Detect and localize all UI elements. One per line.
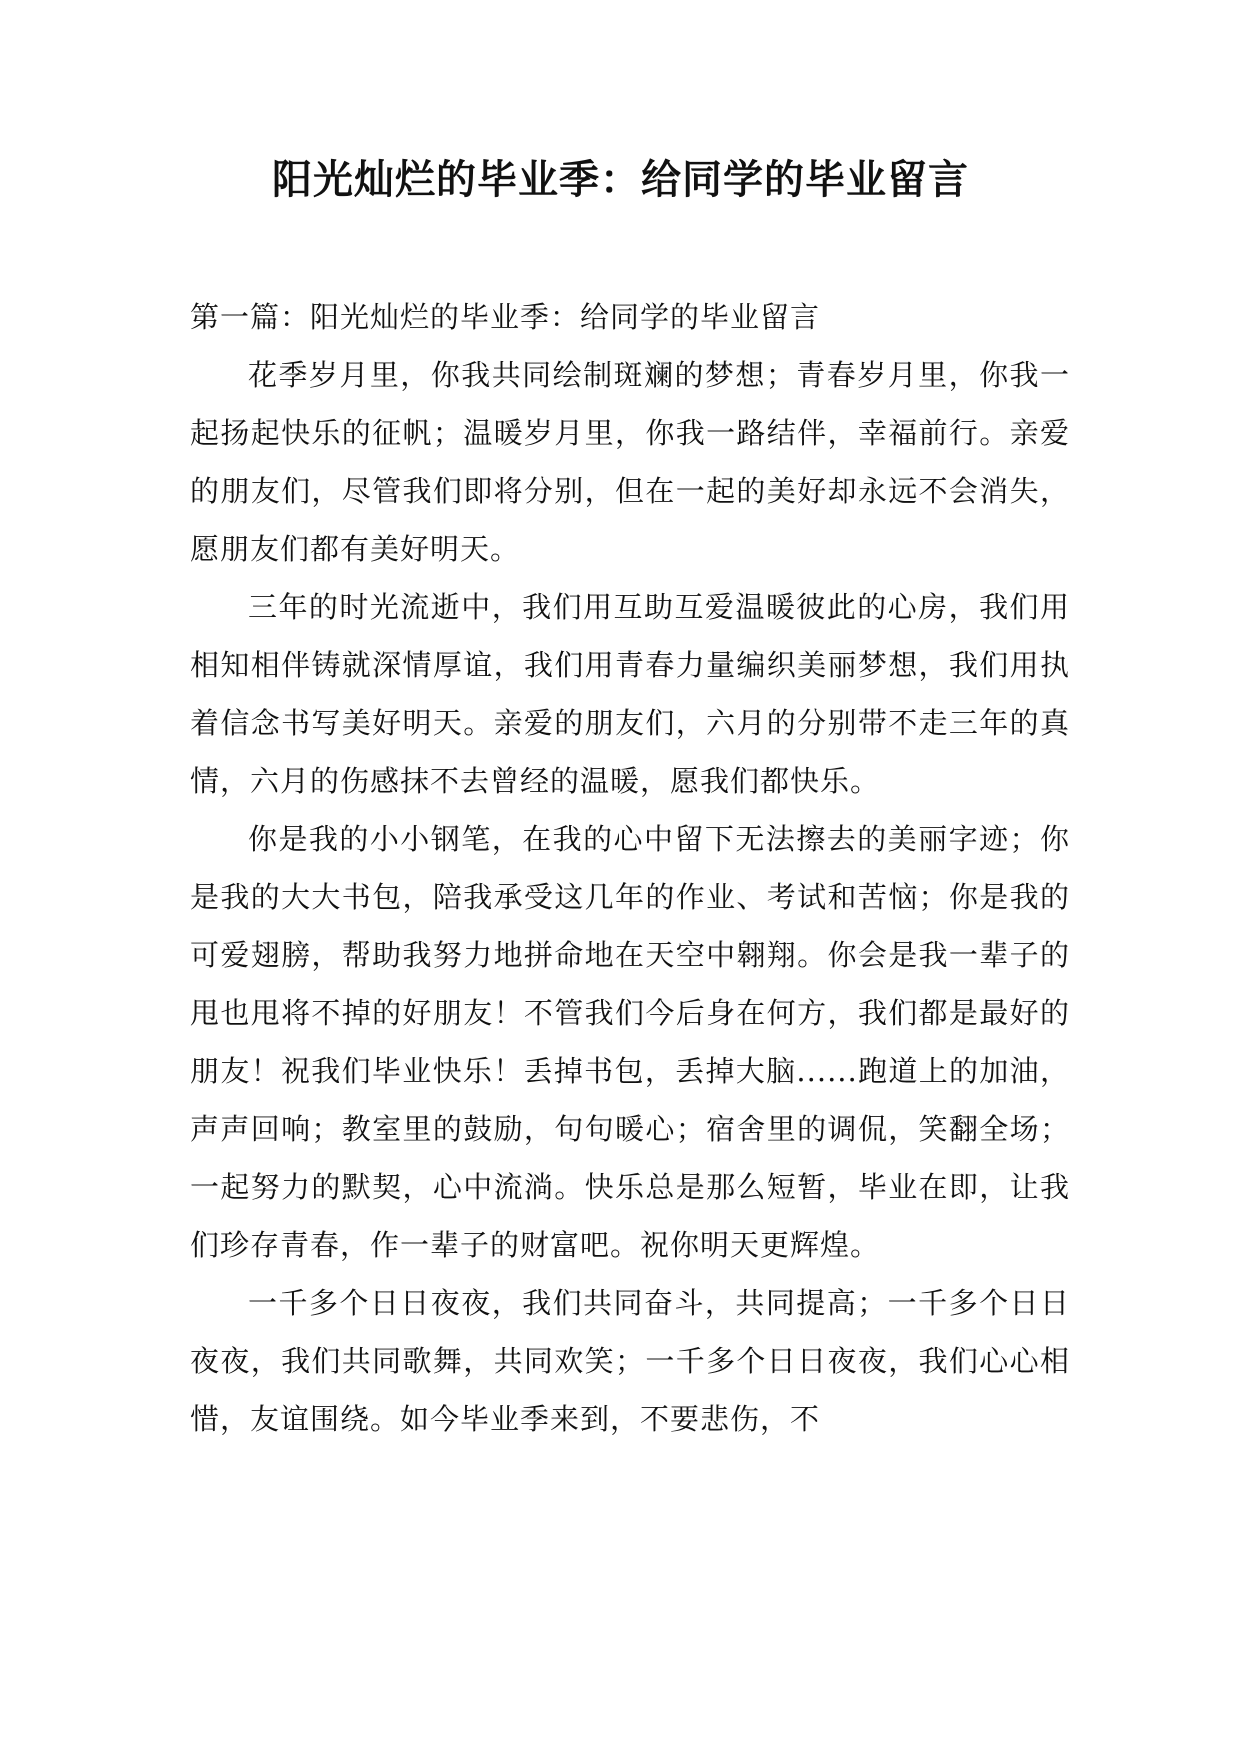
paragraph-1: 花季岁月里，你我共同绘制斑斓的梦想；青春岁月里，你我一起扬起快乐的征帆；温暖岁月里，你我一路结伴，幸福前行。亲爱的朋友们，尽管我们即将分别，但在一起的美好却永远不会消失，愿朋友们都有美好明天。 bbox=[190, 358, 1070, 566]
document-body bbox=[190, 288, 1070, 1448]
paragraph-3: 你是我的小小钢笔，在我的心中留下无法擦去的美丽字迹；你是我的大大书包，陪我承受这几年的作业、考试和苦恼；你是我的可爱翅膀，帮助我努力地拼命地在天空中翱翔。你会是我一辈子的甩也甩将不掉的好朋友！不管我们今后身在何方，我们都是最好的朋友！祝我们毕业快乐！丢掉书包，丢掉大脑......跑道上的加油，声声回响；教室里的鼓励，句句暖心；宿舍里的调侃，笑翻全场；一起努力的默契，心中流淌。快乐总是那么短暂，毕业在即，让我们珍存青春，作一辈子的财富吧。祝你明天更辉煌。 bbox=[190, 822, 1070, 1262]
paragraph-2: 三年的时光流逝中，我们用互助互爱温暖彼此的心房，我们用相知相伴铸就深情厚谊，我们用青春力量编织美丽梦想，我们用执着信念书写美好明天。亲爱的朋友们，六月的分别带不走三年的真情，六月的伤感抹不去曾经的温暖，愿我们都快乐。 bbox=[190, 590, 1070, 798]
section-heading: 第一篇：阳光灿烂的毕业季：给同学的毕业留言 bbox=[190, 300, 821, 334]
document-title: 阳光灿烂的毕业季：给同学的毕业留言 bbox=[272, 157, 969, 203]
paragraph-4: 一千多个日日夜夜，我们共同奋斗，共同提高；一千多个日日夜夜，我们共同歌舞，共同欢笑；一千多个日日夜夜，我们心心相惜，友谊围绕。如今毕业季来到，不要悲伤，不 bbox=[190, 1286, 1070, 1436]
